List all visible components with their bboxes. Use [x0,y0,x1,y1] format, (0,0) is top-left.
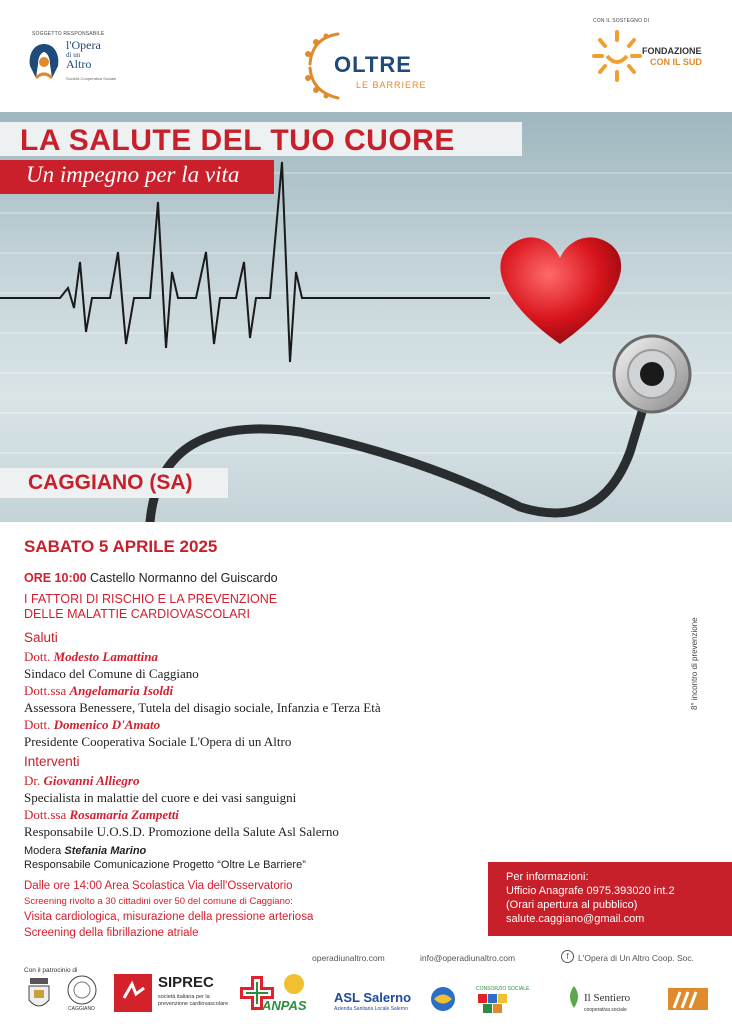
opera-logo-icon [24,40,64,82]
caggiano-logo-text: CAGGIANO [68,1006,95,1012]
opera-logo-text: l'Opera di un Altro [66,38,101,71]
info-heading: Per informazioni: [506,871,589,883]
saluti-heading: Saluti [24,630,58,645]
side-note: 8° incontro di prevenzione [690,617,699,710]
stethoscope-tube [150,412,642,522]
header-left-label: SOGGETTO RESPONSABILE [32,31,105,37]
asl-globe-icon [430,986,456,1012]
speaker-lamattina-role: Sindaco del Comune di Caggiano [24,666,199,681]
info-box [488,862,732,936]
info-hours: (Orari apertura al pubblico) [506,899,638,911]
fondazione-sub: CON IL SUD [650,57,702,67]
oltre-logo-title: OLTRE [334,52,412,77]
siprec-logo-sub: società italiana per la prevenzione cardiovascolare [158,994,229,1007]
moderator-role: Responsabile Comunicazione Progetto “Oltre Le Barriere” [24,859,306,871]
page-title: LA SALUTE DEL TUO CUORE [20,124,455,157]
header-right-label: CON IL SOSTEGNO DI [593,18,650,24]
sentiero-leaf-icon [566,984,582,1010]
consorzio-logo-icon [478,994,508,1016]
page-subtitle: Un impegno per la vita [26,162,240,187]
caggiano-seal-icon [66,974,98,1006]
facebook-icon: f [561,950,574,963]
speaker-damato-role: Presidente Cooperativa Sociale L'Opera di un Altro [24,734,292,749]
screening-item-2: Screening della fibrillazione atriale [24,927,199,939]
screening-time: Dalle ore 14:00 Area Scolastica Via dell'Osservatorio [24,880,293,892]
speaker-alliegro: Dr. Giovanni Alliegro [24,773,140,788]
event-date: SABATO 5 APRILE 2025 [24,537,218,556]
event-theme: I FATTORI DI RISCHIO E LA PREVENZIONE DELLE MALATTIE CARDIOVASCOLARI [24,592,278,621]
speaker-zampetti-role: Responsabile U.O.S.D. Promozione della Salute Asl Salerno [24,824,339,839]
speaker-lamattina: Dott. Modesto Lamattina [24,649,158,664]
speaker-isoldi: Dott.ssa Angelamaria Isoldi [24,683,174,698]
asl-logo-text: ASL Salerno [334,990,412,1005]
screening-note: Screening rivolto a 30 cittadini over 50 del comune di Caggiano: [24,896,293,907]
info-phone: Ufficio Anagrafe 0975.393020 int.2 [506,885,675,897]
asl-logo-sub: Azienda Sanitaria Locale Salerno [334,1006,408,1012]
event-place: CAGGIANO (SA) [28,471,193,494]
interventi-heading: Interventi [24,754,80,769]
footer-email-link[interactable]: info@operadiunaltro.com [420,953,516,963]
speaker-zampetti: Dott.ssa Rosamaria Zampetti [24,807,179,822]
sun-logo-icon [592,28,642,84]
speaker-alliegro-role: Specialista in malattie del cuore e dei vasi sanguigni [24,790,297,805]
anpas-logo-text: ANPAS [262,998,307,1013]
heart-icon [500,237,621,344]
opera-logo-sub: Società Cooperativa Sociale [66,76,117,81]
event-time-location: ORE 10:00 Castello Normanno del Guiscardo [24,571,278,585]
sentiero-logo-sub: cooperativa sociale [584,1007,627,1013]
siprec-logo-text: SIPREC [158,974,214,991]
info-email[interactable]: salute.caggiano@gmail.com [506,913,645,925]
sponsor-logo-icon [668,982,708,1016]
siprec-logo-icon [114,974,152,1012]
speaker-damato: Dott. Domenico D'Amato [24,717,161,732]
patronage-label: Con il patrocinio di [24,967,78,974]
fondazione-text: FONDAZIONE [642,46,702,56]
moderator: Modera Stefania Marino [24,845,147,857]
speaker-isoldi-role: Assessora Benessere, Tutela del disagio sociale, Infanzia e Terza Età [24,700,381,715]
footer-website-link[interactable]: operadiunaltro.com [312,953,385,963]
footer-facebook-link[interactable]: L'Opera di Un Altro Coop. Soc. [578,953,694,963]
oltre-logo-subtitle: LE BARRIERE [356,80,427,90]
consorzio-logo-text: CONSORZIO SOCIALE [476,986,530,992]
odv-badge-icon [284,974,304,994]
screening-item-1: Visita cardiologica, misurazione della pressione arteriosa [24,911,314,923]
sentiero-logo-text: Il Sentiero [584,992,631,1004]
coat-of-arms-icon [24,976,54,1014]
